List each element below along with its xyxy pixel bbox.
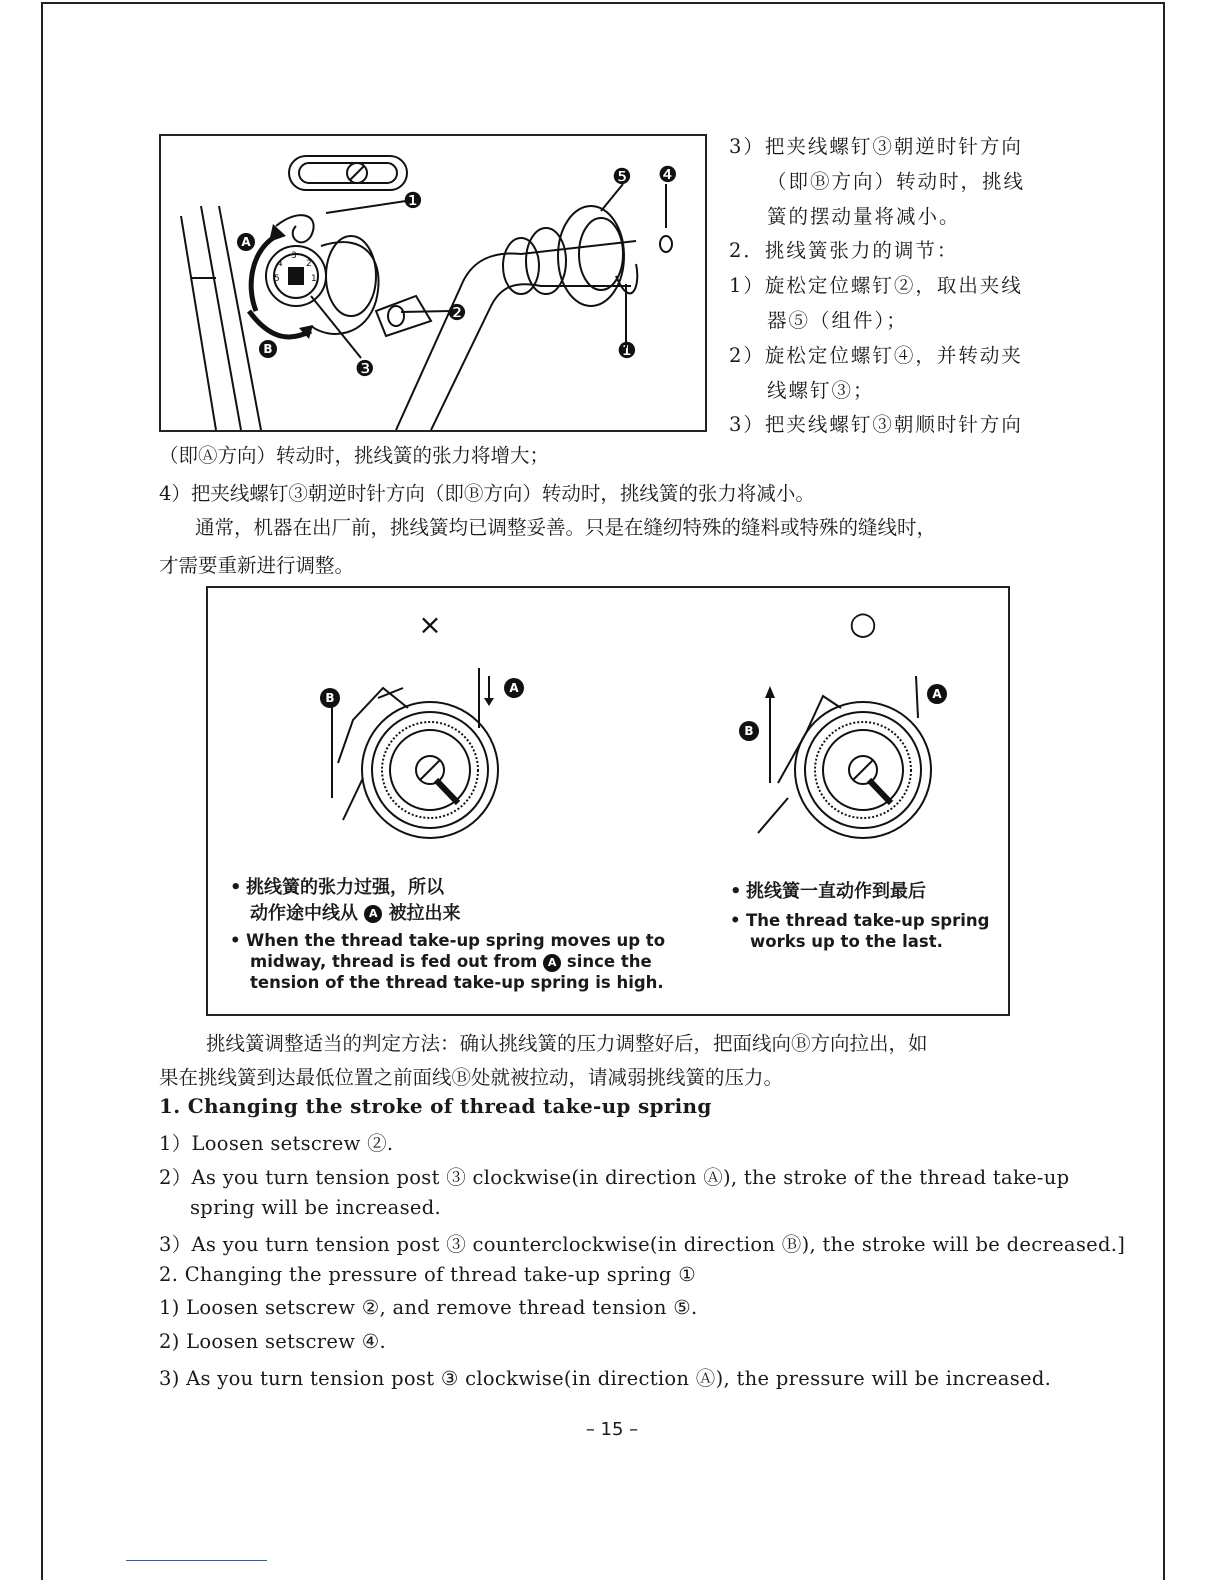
label-b-right: B (744, 724, 754, 738)
text-line: 器⑤（组件）； (767, 308, 908, 332)
text-line: 3）把夹线螺钉③朝逆时针方向 (729, 135, 1023, 158)
text-line: 2) Loosen setscrew ④. (159, 1330, 386, 1353)
spring-comparison-figure (206, 586, 1010, 1016)
callout-1-bottom: ❶ (617, 339, 637, 364)
label-b-left: B (325, 691, 335, 705)
left-caption-cn: • 挑线簧的张力过强，所以 (230, 877, 444, 898)
text-line: spring will be increased. (190, 1196, 442, 1219)
thread-tension-illustration (161, 136, 705, 430)
text-line: 4）把夹线螺钉③朝逆时针方向（即Ⓑ方向）转动时，挑线簧的张力将减小。 (159, 482, 815, 505)
text-line: 线螺钉③； (767, 378, 875, 402)
callout-2: ❷ (447, 301, 467, 326)
text-line: 2. Changing the pressure of thread take-up spring ① (159, 1263, 696, 1286)
text-line: 1）旋松定位螺钉②，取出夹线 (729, 274, 1023, 298)
left-caption-cn: 动作途中线从 A 被拉出来 (250, 903, 461, 924)
callout-3: ❸ (355, 357, 375, 382)
text-line: 1）Loosen setscrew ②. (159, 1132, 394, 1155)
dial-number: 4 (277, 259, 283, 269)
direction-b-label: B (263, 342, 273, 356)
thread-tension-figure (159, 134, 707, 432)
footer-rule (126, 1560, 267, 1561)
wrong-mark: × (418, 608, 442, 641)
right-mark: ○ (849, 604, 877, 642)
right-caption-cn: • 挑线簧一直动作到最后 (730, 881, 926, 902)
label-a-badge: A (543, 954, 561, 972)
text-line: 3）As you turn tension post ③ counterclockwise(in direction Ⓑ), the stroke will be decreased.] (159, 1233, 1126, 1256)
right-caption-en: • The thread take-up spring (730, 911, 990, 930)
label-a-right: A (932, 687, 942, 701)
text-line: （即Ⓑ方向）转动时，挑线 (767, 169, 1026, 193)
text-line: 通常，机器在出厂前，挑线簧均已调整妥善。只是在缝纫特殊的缝料或特殊的缝线时， (195, 516, 937, 539)
dial-number: 2 (306, 259, 312, 269)
text-line: 2）旋松定位螺钉④，并转动夹 (729, 343, 1023, 367)
text-line: 3) As you turn tension post ③ clockwise(in direction Ⓐ), the pressure will be increased. (159, 1367, 1052, 1390)
text-line: （即Ⓐ方向）转动时，挑线簧的张力将增大； (159, 444, 550, 467)
left-caption-en: tension of the thread take-up spring is high. (250, 973, 664, 992)
dial-number: 1 (311, 274, 317, 284)
text-line: 挑线簧调整适当的判定方法：确认挑线簧的压力调整好后，把面线向Ⓑ方向拉出，如 (206, 1032, 928, 1055)
right-caption-en: works up to the last. (750, 932, 943, 951)
callout-5: ❺ (612, 165, 632, 190)
text-line: 果在挑线簧到达最低位置之前面线Ⓑ处就被拉动，请减弱挑线簧的压力。 (159, 1066, 784, 1089)
dial-number: 5 (274, 274, 280, 284)
text-line: 2）As you turn tension post ③ clockwise(in direction Ⓐ), the stroke of the thread take-up (159, 1166, 1070, 1189)
page-number: – 15 – (585, 1419, 639, 1440)
text-line: 才需要重新进行调整。 (159, 554, 355, 577)
label-a-badge: A (364, 905, 382, 923)
right-column-text (729, 130, 1069, 443)
text-line: 3）把夹线螺钉③朝顺时针方向 (729, 413, 1023, 437)
dial-number: 3 (291, 251, 297, 261)
label-a-left: A (509, 681, 519, 695)
text-line: 1) Loosen setscrew ②, and remove thread tension ⑤. (159, 1296, 698, 1319)
callout-1-top: ❶ (403, 189, 423, 214)
left-caption-en: midway, thread is fed out from A since the (250, 952, 652, 971)
direction-a-label: A (241, 235, 251, 249)
text-line: 2．挑线簧张力的调节： (729, 239, 959, 263)
section-heading: 1. Changing the stroke of thread take-up spring (159, 1094, 712, 1118)
left-caption-en: • When the thread take-up spring moves up to (230, 931, 666, 950)
text-line: 簧的摆动量将减小。 (767, 204, 961, 228)
callout-4: ❹ (658, 163, 678, 188)
